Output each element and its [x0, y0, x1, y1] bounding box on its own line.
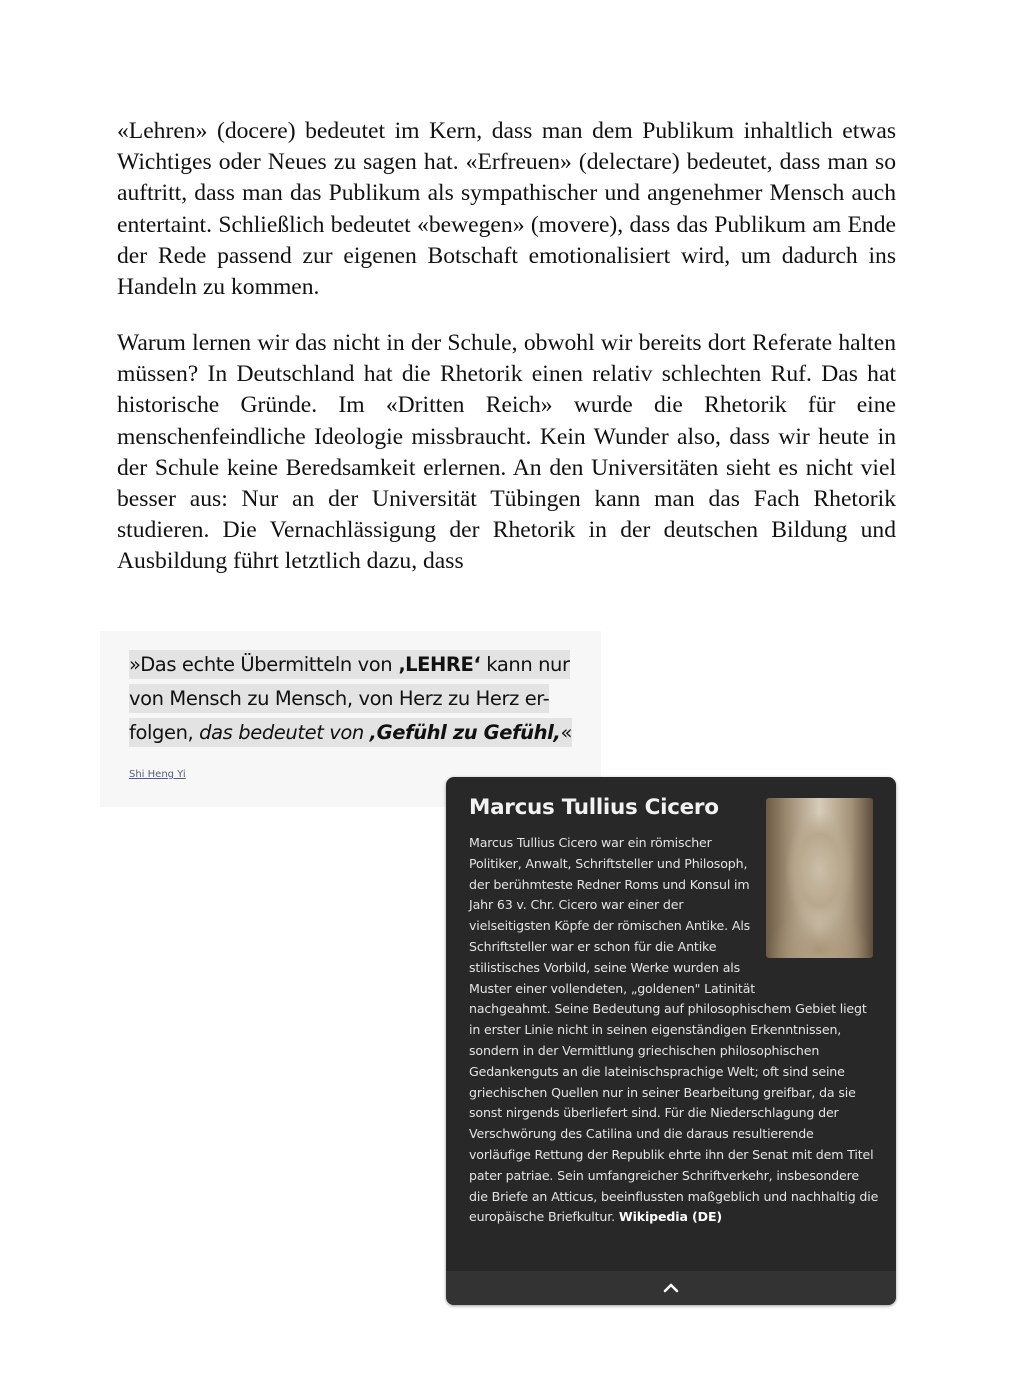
info-card-title: Marcus Tullius Cicero [469, 795, 719, 820]
chevron-up-icon [663, 1283, 679, 1293]
quote-author-link[interactable]: Shi Heng Yi [129, 769, 186, 780]
quote-bold-italic: ‚Gefühl zu Gefühl, [369, 721, 561, 744]
quote-part-1: »Das echte Übermitteln von [129, 653, 399, 676]
quote-text [129, 648, 599, 750]
article-paragraph-1: «Lehren» (docere) bedeutet im Kern, dass man dem Publikum inhaltlich etwas Wichtiges oder Neues zu sagen hat. «Erfreuen» (delectare) bedeutet, dass man so auftritt, dass man das Publikum als sympathischer und angenehmer Mensch auch entertaint. Schließlich bedeutet «bewegen» (movere), dass das Publikum am Ende der Rede passend zur eigenen Botschaft emotionalisiert wird, um dadurch ins Handeln zu kommen. [117, 118, 896, 301]
collapse-button[interactable] [446, 1271, 896, 1305]
quote-part-2: kann nur von Mensch zu Mensch, von Herz zu Herz er-folgen, [129, 653, 570, 744]
info-card [446, 777, 896, 1305]
wikipedia-source-link[interactable]: Wikipedia (DE) [618, 1209, 722, 1225]
info-card-description [469, 833, 879, 1228]
quote-italic: das bedeutet von [199, 721, 370, 744]
article-paragraph-2: Warum lernen wir das nicht in der Schule, obwohl wir bereits dort Referate halten müssen? In Deutschland hat die Rhetorik einen relativ schlechten Ruf. Das hat historische Gründe. Im «Dritten Reich» wurde die Rhetorik für eine menschenfeindliche Ideologie missbraucht. Kein Wunder also, dass wir heute in der Schule keine Beredsamkeit erlernen. An den Universitäten sieht es nicht viel besser aus: Nur an der Universität Tübingen kann man das Fach Rhetorik studieren. Die Vernachlässigung der Rhetorik in der deutschen Bildung und Ausbildung führt letztlich dazu, dass [117, 330, 896, 575]
description-text: Marcus Tullius Cicero war ein römischer Politiker, Anwalt, Schriftsteller und Philosoph, der berühmteste Redner Roms und Konsul im Jahr 63 v. Chr. Cicero war einer der vielseitigsten Köpfe der römischen Antike. Als Schriftsteller war er schon für die Antike stilistisches Vorbild, seine Werke wurden als Muster einer vollendeten, „goldenen" Latinität nachgeahmt. Seine Bedeutung auf philosophischem Gebiet liegt in erster Linie nicht in seinen eigenständigen Erkenntnissen, sondern in der Vermittlung griechischen philosophischen Gedankenguts an die lateinischsprachige Welt; oft sind seine griechischen Quellen nur in seiner Bearbeitung greifbar, da sie sonst nirgends überliefert sind. Für die Niederschlagung der Verschwörung des Catilina und die daraus resultierende vorläufige Rettung der Republik ehrte ihn der Senat mit dem Titel pater patriae. Sein umfangreicher Schriftverkehr, insbesondere die Briefe an Atticus, beeinflussten maßgeblich und nachhaltig die europäische Briefkultur. [469, 835, 879, 1225]
quote-part-3: « [560, 721, 572, 744]
quote-bold-lehre: ‚LEHRE‘ [398, 653, 481, 676]
